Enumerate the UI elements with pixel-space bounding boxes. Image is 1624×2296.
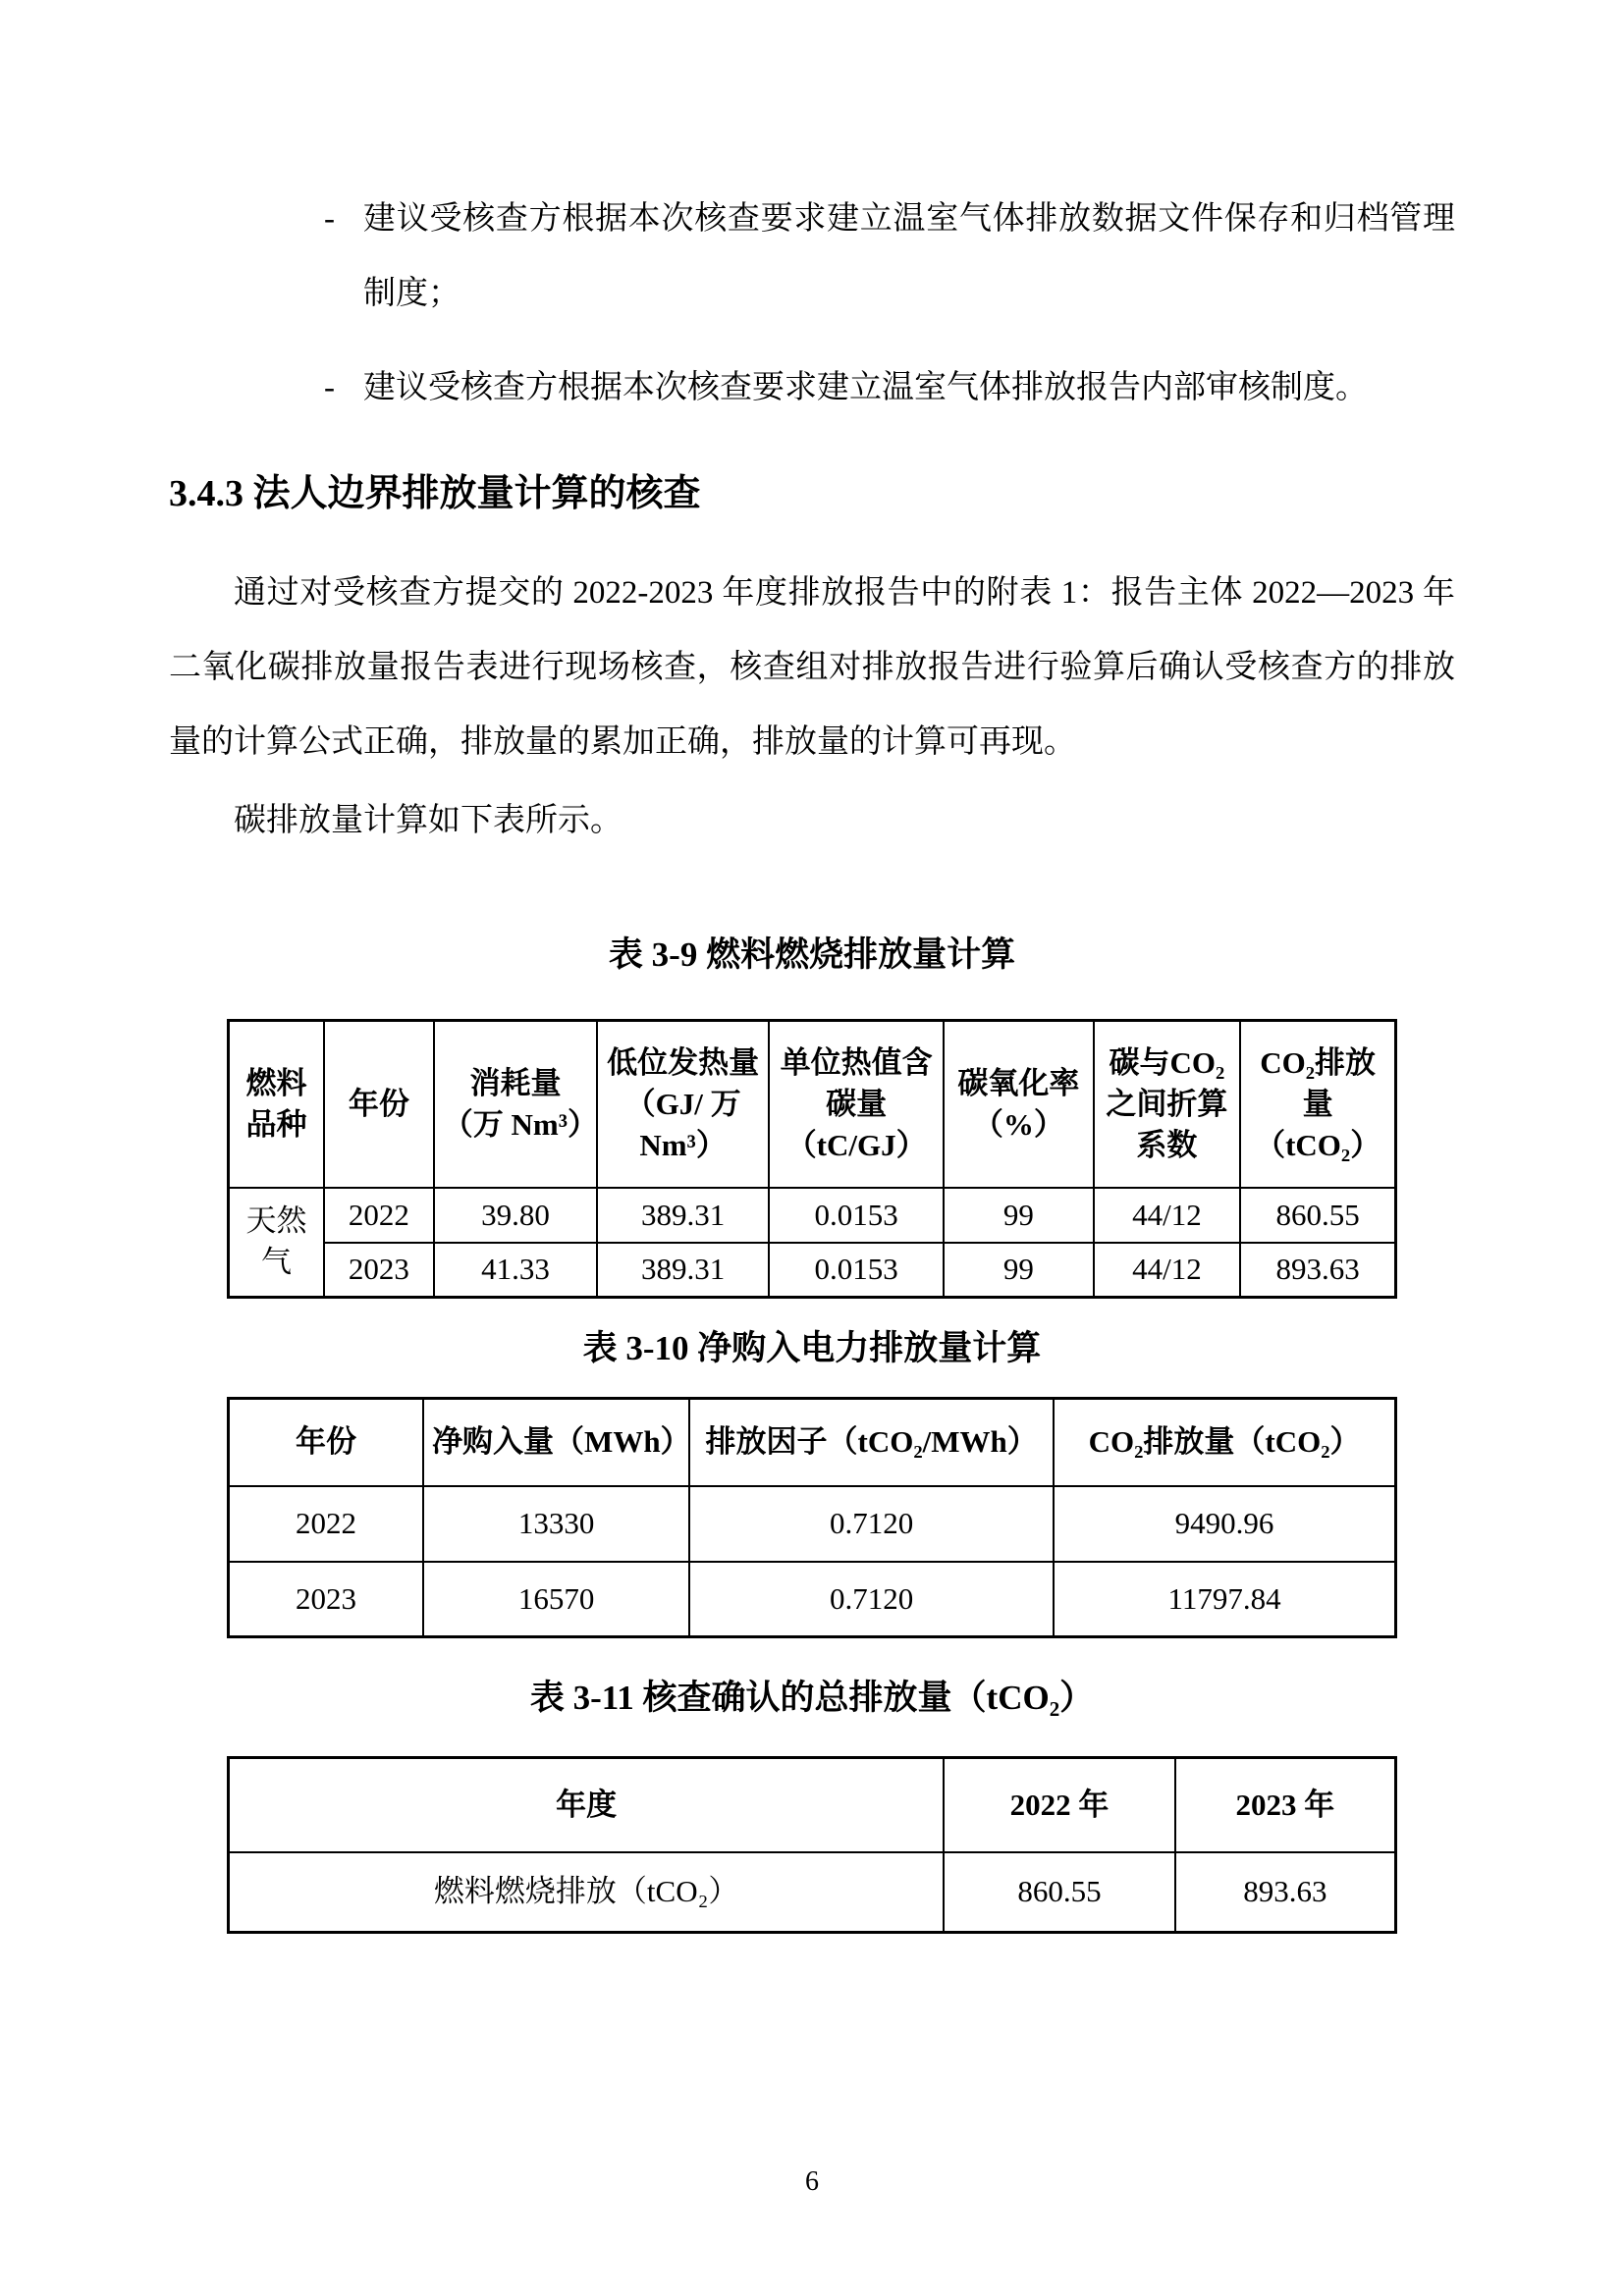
data-cell: 860.55 (1240, 1188, 1395, 1243)
data-cell: 11797.84 (1054, 1562, 1395, 1637)
table-3-10-caption: 表 3-10 净购入电力排放量计算 (582, 1329, 1042, 1367)
header-cell: 净购入量（MWh） (423, 1399, 689, 1486)
data-cell: 0.7120 (689, 1486, 1054, 1562)
data-cell: 41.33 (434, 1243, 597, 1298)
data-cell: 16570 (423, 1562, 689, 1637)
bullet-item (324, 350, 1455, 425)
data-cell: 860.55 (944, 1852, 1174, 1933)
bullet-text: 建议受核查方根据本次核查要求建立温室气体排放数据文件保存和归档管理制度； (363, 201, 1455, 311)
header-cell: 燃料品种 (229, 1021, 324, 1188)
header-cell: 碳氧化率（%） (944, 1021, 1093, 1188)
section-heading: 3.4.3 法人边界排放量计算的核查 (169, 473, 701, 514)
table-row (229, 1243, 1396, 1298)
table-3-9-fuel-combustion (227, 1019, 1397, 1299)
data-cell: 99 (944, 1188, 1093, 1243)
header-cell: 年份 (229, 1399, 424, 1486)
table-row (229, 1486, 1396, 1562)
table-3-10-purchased-electricity (227, 1397, 1397, 1638)
table-row (229, 1562, 1396, 1637)
data-cell: 燃料燃烧排放（tCO₂） (229, 1852, 945, 1933)
paragraph-verification: 通过对受核查方提交的 2022-2023 年度排放报告中的附表 1：报告主体 2022—2023 年二氧化碳排放量报告表进行现场核查，核查组对排放报告进行验算后确认受核查方的排放量的计算公式正确，排放量的累加正确，排放量的计算可再现。 (169, 575, 1455, 760)
data-cell: 389.31 (597, 1188, 769, 1243)
data-cell: 0.0153 (769, 1243, 944, 1298)
header-cell: 碳与CO₂之间折算系数 (1094, 1021, 1241, 1188)
page-number: 6 (805, 2166, 819, 2197)
header-cell: CO₂排放量（tCO₂） (1054, 1399, 1395, 1486)
header-cell: 2023 年 (1175, 1758, 1396, 1852)
table-header-row (229, 1399, 1396, 1486)
bullet-item (324, 182, 1455, 331)
fuel-type-cell: 天然气 (229, 1188, 324, 1298)
data-cell: 44/12 (1094, 1188, 1241, 1243)
header-cell: 排放因子（tCO₂/MWh） (689, 1399, 1054, 1486)
table-3-11-total-emissions (227, 1756, 1397, 1934)
table-row (229, 1852, 1396, 1933)
data-cell: 2023 (324, 1243, 434, 1298)
table-row (229, 1188, 1396, 1243)
header-cell: 年份 (324, 1021, 434, 1188)
data-cell: 2022 (229, 1486, 424, 1562)
header-cell: CO₂排放量（tCO₂） (1240, 1021, 1395, 1188)
data-cell: 389.31 (597, 1243, 769, 1298)
bullet-dash: - (324, 201, 335, 237)
data-cell: 0.7120 (689, 1562, 1054, 1637)
data-cell: 44/12 (1094, 1243, 1241, 1298)
table-header-row (229, 1021, 1396, 1188)
bullet-list (324, 182, 1455, 425)
data-cell: 893.63 (1175, 1852, 1396, 1933)
bullet-dash: - (324, 370, 335, 405)
header-cell: 单位热值含碳量（tC/GJ） (769, 1021, 944, 1188)
data-cell: 99 (944, 1243, 1093, 1298)
table-header-row (229, 1758, 1396, 1852)
header-cell: 2022 年 (944, 1758, 1174, 1852)
paragraph-intro-tables: 碳排放量计算如下表所示。 (234, 803, 623, 838)
data-cell: 13330 (423, 1486, 689, 1562)
bullet-text: 建议受核查方根据本次核查要求建立温室气体排放报告内部审核制度。 (363, 370, 1368, 405)
header-cell: 年度 (229, 1758, 945, 1852)
data-cell: 2023 (229, 1562, 424, 1637)
table-3-9-caption: 表 3-9 燃料燃烧排放量计算 (608, 935, 1016, 974)
data-cell: 893.63 (1240, 1243, 1395, 1298)
table-3-11-caption: 表 3-11 核查确认的总排放量（tCO₂） (529, 1679, 1095, 1717)
header-cell: 低位发热量（GJ/ 万 Nm³） (597, 1021, 769, 1188)
data-cell: 0.0153 (769, 1188, 944, 1243)
data-cell: 2022 (324, 1188, 434, 1243)
data-cell: 9490.96 (1054, 1486, 1395, 1562)
data-cell: 39.80 (434, 1188, 597, 1243)
header-cell: 消耗量（万 Nm³） (434, 1021, 597, 1188)
